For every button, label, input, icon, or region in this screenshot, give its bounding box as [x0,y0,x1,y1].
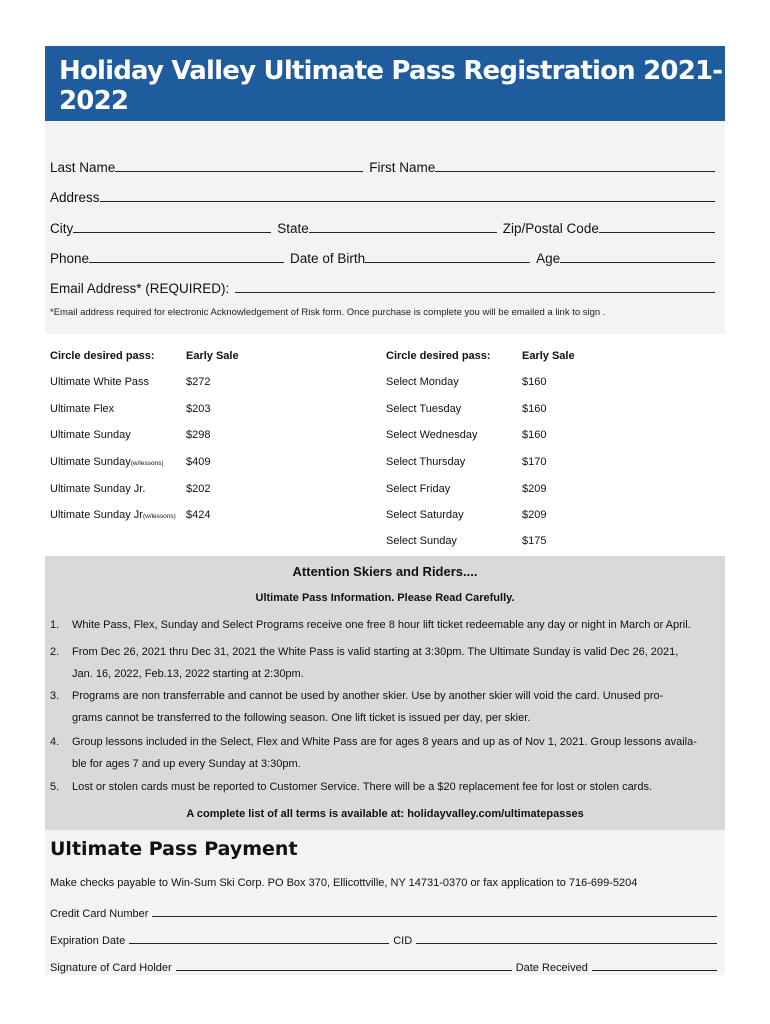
payment-note: Make checks payable to Win-Sum Ski Corp. PO Box 370, Ellicottville, NY 14731-0370 or fax application to 716-699-5204 [50,877,638,889]
state-label: State [277,221,309,236]
payment-title: Ultimate Pass Payment [50,838,298,860]
date-received-label: Date Received [515,962,588,974]
expiration-label: Expiration Date [50,935,126,947]
pass-option[interactable]: Ultimate Sunday Jr. [50,483,146,495]
credit-card-row [50,904,717,920]
select-option[interactable]: Select Wednesday [386,429,478,441]
rule-item: 1. White Pass, Flex, Sunday and Select Programs receive one free 8 hour lift ticket redeemable any day or night in March or April. [50,619,691,631]
dob-field[interactable] [365,262,530,263]
first-name-label: First Name [369,160,436,175]
zip-field[interactable] [599,232,715,233]
email-field[interactable] [235,292,715,293]
page-header [45,46,725,121]
age-field[interactable] [560,262,715,263]
address-row [50,185,715,205]
signature-row [50,958,717,974]
pass-option[interactable]: Ultimate Flex [50,403,115,415]
select-option[interactable]: Select Thursday [386,456,466,468]
pass-option[interactable]: Ultimate White Pass [50,376,150,388]
dob-label: Date of Birth [290,251,366,266]
first-name-field[interactable] [435,171,715,172]
rule-item: 4. Group lessons included in the Select, Flex and White Pass are for ages 8 years and up as of Nov 1, 2021. Group lessons availa- ble for ages 7 and up every Sunday at 3:30pm. [50,736,697,770]
select-option[interactable]: Select Sunday [386,535,457,547]
cid-field[interactable] [416,943,717,944]
rule-item: 2. From Dec 26, 2021 thru Dec 31, 2021 the White Pass is valid starting at 3:30pm. The Ultimate Sunday is valid Dec 26, 2021, Jan. 16, 2022, Feb.13, 2022 starting at 2:30pm. [50,646,679,680]
right-pass-header: Circle desired pass: [386,350,491,362]
select-price: $170 [522,456,547,468]
personal-info-section [45,121,725,334]
address-field[interactable] [100,201,715,202]
phone-label: Phone [50,251,90,266]
select-price: $209 [522,483,547,495]
last-name-field[interactable] [115,171,363,172]
pass-price: $272 [186,376,211,388]
city-row [50,216,715,236]
attention-section [45,556,725,830]
last-name-label: Last Name [50,160,116,175]
pass-option[interactable]: Ultimate Sunday(w/lessons) [50,456,164,468]
signature-field[interactable] [176,970,512,971]
left-pass-header: Circle desired pass: [50,350,155,362]
cid-label: CID [393,935,413,947]
pass-price: $424 [186,509,211,521]
city-field[interactable] [73,232,271,233]
credit-card-field[interactable] [152,916,717,917]
right-price-header: Early Sale [522,350,575,362]
select-option[interactable]: Select Friday [386,483,451,495]
signature-label: Signature of Card Holder [50,962,172,974]
date-received-field[interactable] [592,970,717,971]
email-note: *Email address required for electronic Acknowledgement of Risk form. Once purchase is complete you will be emailed a link to sign . [50,307,606,318]
phone-row [50,246,715,266]
state-field[interactable] [309,232,497,233]
select-price: $209 [522,509,547,521]
age-label: Age [536,251,561,266]
attention-title: Attention Skiers and Riders.... [292,564,478,579]
pass-price: $298 [186,429,211,441]
email-row [50,276,715,296]
left-price-header: Early Sale [186,350,239,362]
pass-price: $409 [186,456,211,468]
zip-label: Zip/Postal Code [502,221,599,236]
pass-price: $202 [186,483,211,495]
expiration-row [50,931,717,947]
select-option[interactable]: Select Monday [386,376,459,388]
pass-option[interactable]: Ultimate Sunday [50,429,131,441]
address-label: Address [50,190,100,205]
email-label: Email Address* (REQUIRED): [50,281,230,296]
select-price: $160 [522,429,547,441]
select-option[interactable]: Select Saturday [386,509,464,521]
page-title: Holiday Valley Ultimate Pass Registration 2021-2022 [59,56,723,116]
expiration-field[interactable] [129,943,389,944]
select-option[interactable]: Select Tuesday [386,403,462,415]
pass-option[interactable]: Ultimate Sunday Jr(w/lessons) [50,509,176,521]
phone-field[interactable] [89,262,284,263]
payment-section [45,830,725,975]
select-price: $160 [522,376,547,388]
attention-subtitle: Ultimate Pass Information. Please Read Carefully. [255,592,515,604]
city-label: City [50,221,74,236]
terms-link-text: A complete list of all terms is available at: holidayvalley.com/ultimatepasses [186,808,584,820]
pass-price: $203 [186,403,211,415]
credit-card-label: Credit Card Number [50,908,149,920]
name-row [50,155,715,175]
select-price: $160 [522,403,547,415]
rule-item: 5. Lost or stolen cards must be reported to Customer Service. There will be a $20 replacement fee for lost or stolen cards. [50,781,653,793]
select-price: $175 [522,535,547,547]
rule-item: 3. Programs are non transferrable and cannot be used by another skier. Use by another skier will void the card. Unused pro- grams cannot be transferred to the following season. One lift ticket is issued per day, per skier. [50,690,664,724]
